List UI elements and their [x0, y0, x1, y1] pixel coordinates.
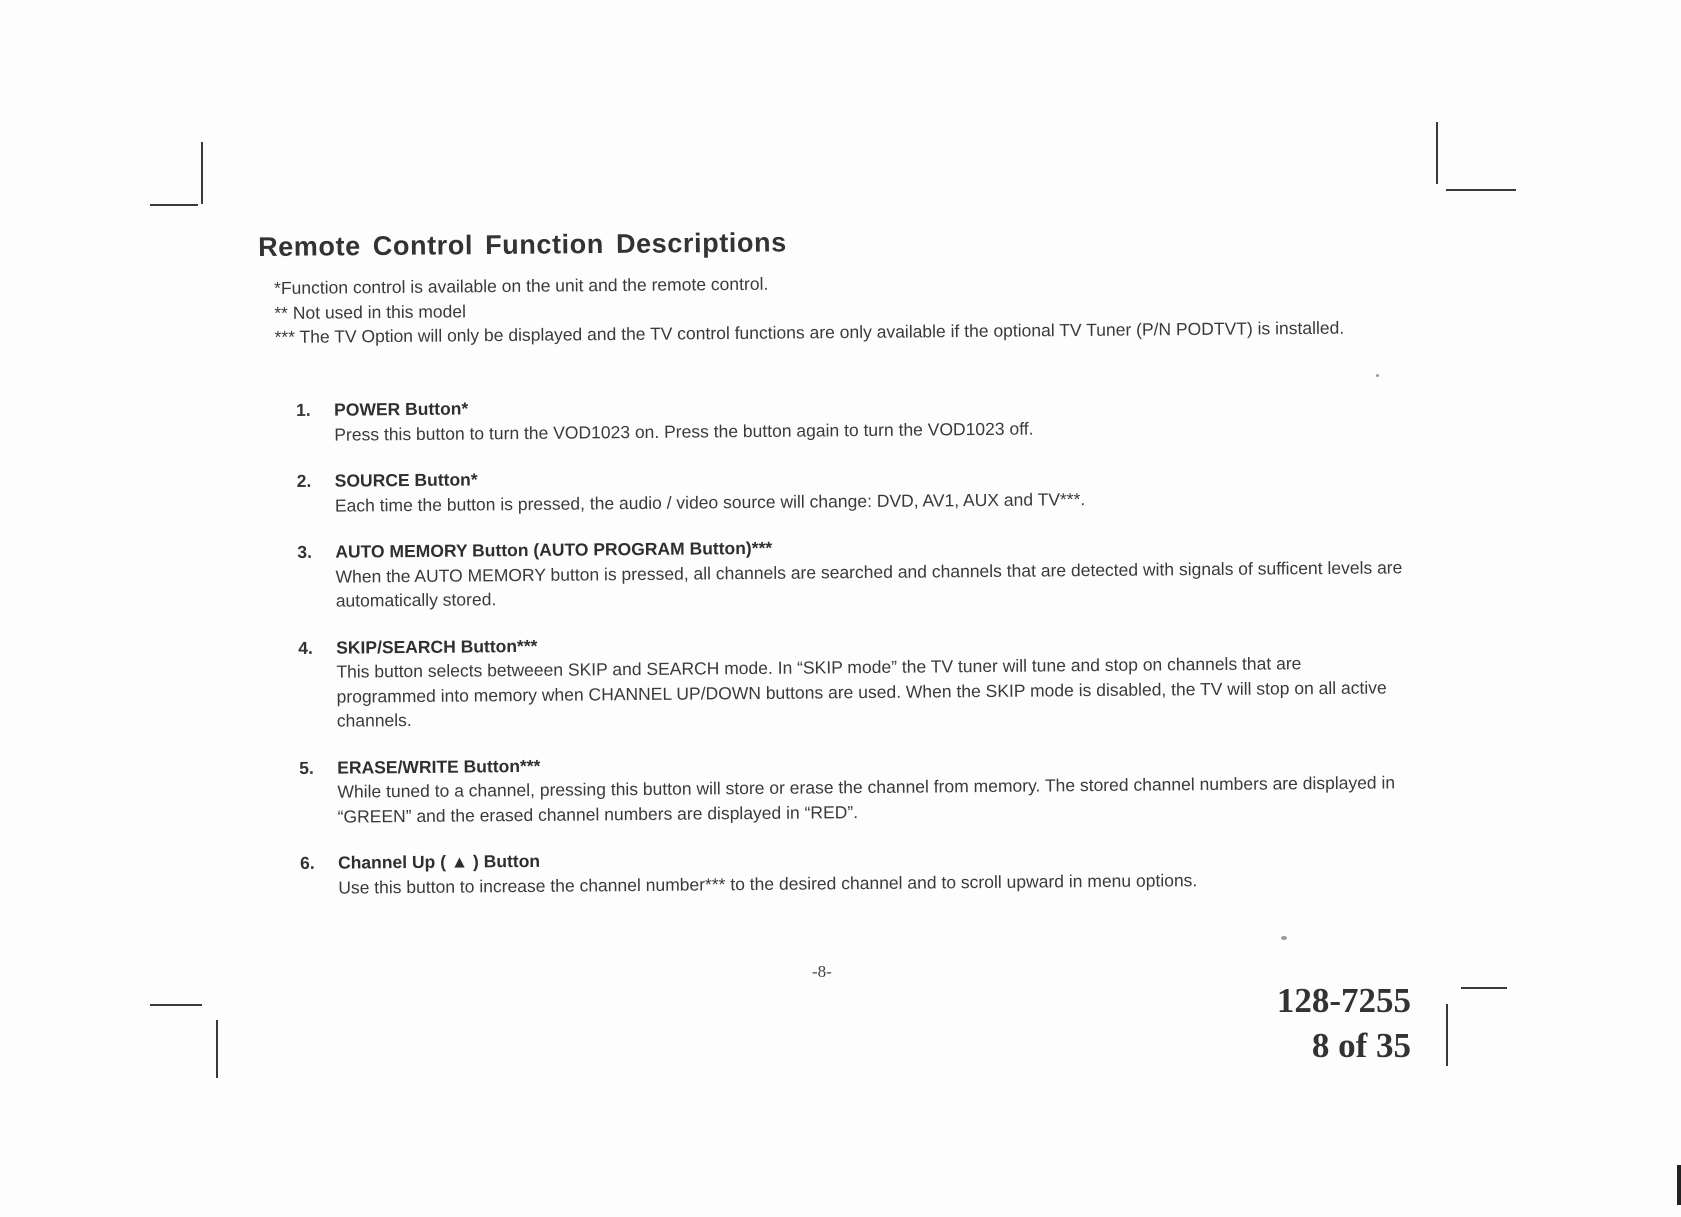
item-description: While tuned to a channel, pressing this button will store or erase the channel from memory. The stored channel numbers are displayed in “GREEN” and the erased channel numbers are displayed in “RED”.	[337, 772, 1396, 827]
document-number: 128-7255	[1276, 981, 1411, 1020]
item-body	[335, 530, 1403, 613]
crop-mark-bottom-right-vertical	[1446, 1004, 1448, 1066]
item-body	[337, 746, 1405, 829]
item-title: ERASE/WRITE Button***	[337, 755, 541, 778]
item-body	[334, 388, 1401, 446]
document-id-block	[1277, 978, 1411, 1068]
item-body	[338, 841, 1405, 899]
scan-edge-mark	[1677, 1165, 1681, 1205]
item-title: Channel Up ( ▲ ) Button	[337, 850, 541, 873]
item-body	[336, 626, 1404, 733]
list-item-power	[296, 388, 1401, 447]
item-description: This button selects betweeen SKIP and SEARCH mode. In “SKIP mode” the TV tuner will tune and stop on channels that are programmed into memory when CHANNEL UP/DOWN buttons are used. When the SKIP mode is disabled, the TV will stop on all active channels.	[336, 653, 1387, 731]
item-description: Press this button to turn the VOD1023 on. Press the button again to turn the VOD1023 off.	[334, 418, 1034, 445]
item-number: 6.	[299, 852, 315, 873]
list-item-skip-search	[298, 626, 1404, 734]
item-title: SOURCE Button*	[334, 469, 478, 491]
list-item-auto-memory	[297, 530, 1403, 613]
crop-mark-bottom-right-horizontal	[1461, 987, 1507, 989]
item-number: 5.	[299, 757, 314, 778]
note-tv-option: *** The TV Option will only be displayed and the TV control functions are only available if the optional TV Tuner (P/N PODTVT) is installed.	[274, 317, 1345, 347]
note-function-control: *Function control is available on the unit and the remote control.	[274, 273, 769, 298]
item-number: 1.	[296, 399, 311, 420]
item-title: SKIP/SEARCH Button***	[336, 635, 538, 658]
item-description: When the AUTO MEMORY button is pressed, all channels are searched and channels that are detected with signals of sufficent levels are automatically stored.	[335, 556, 1403, 611]
function-list	[296, 388, 1405, 900]
crop-mark-top-right-vertical	[1436, 122, 1438, 184]
crop-mark-bottom-left-horizontal	[150, 1004, 202, 1006]
note-not-used: ** Not used in this model	[274, 300, 467, 323]
crop-mark-top-left-vertical	[201, 142, 203, 204]
item-description: Use this button to increase the channel number*** to the desired channel and to scroll upward in menu options.	[338, 869, 1198, 898]
item-body	[335, 459, 1402, 517]
crop-mark-top-left-horizontal	[150, 204, 198, 206]
list-item-channel-up	[300, 841, 1405, 900]
scan-speck	[1281, 936, 1287, 940]
crop-mark-top-right-horizontal	[1446, 189, 1516, 191]
list-item-erase-write	[299, 746, 1405, 829]
item-number: 4.	[298, 637, 313, 658]
scan-speck	[1376, 374, 1379, 377]
item-title: POWER Button*	[334, 398, 469, 420]
page-count: 8 of 35	[1311, 1026, 1411, 1065]
crop-mark-bottom-left-vertical	[216, 1020, 218, 1078]
item-title: AUTO MEMORY Button (AUTO PROGRAM Button)***	[335, 537, 773, 562]
footnote-legend	[274, 266, 1395, 349]
item-number: 3.	[297, 541, 313, 562]
page-number: -8-	[812, 962, 832, 981]
item-description: Each time the button is pressed, the audio / video source will change: DVD, AV1, AUX and TV***.	[334, 488, 1086, 516]
item-number: 2.	[296, 470, 312, 491]
list-item-source	[297, 459, 1402, 518]
page-heading: Remote Control Function Descriptions	[258, 227, 787, 262]
